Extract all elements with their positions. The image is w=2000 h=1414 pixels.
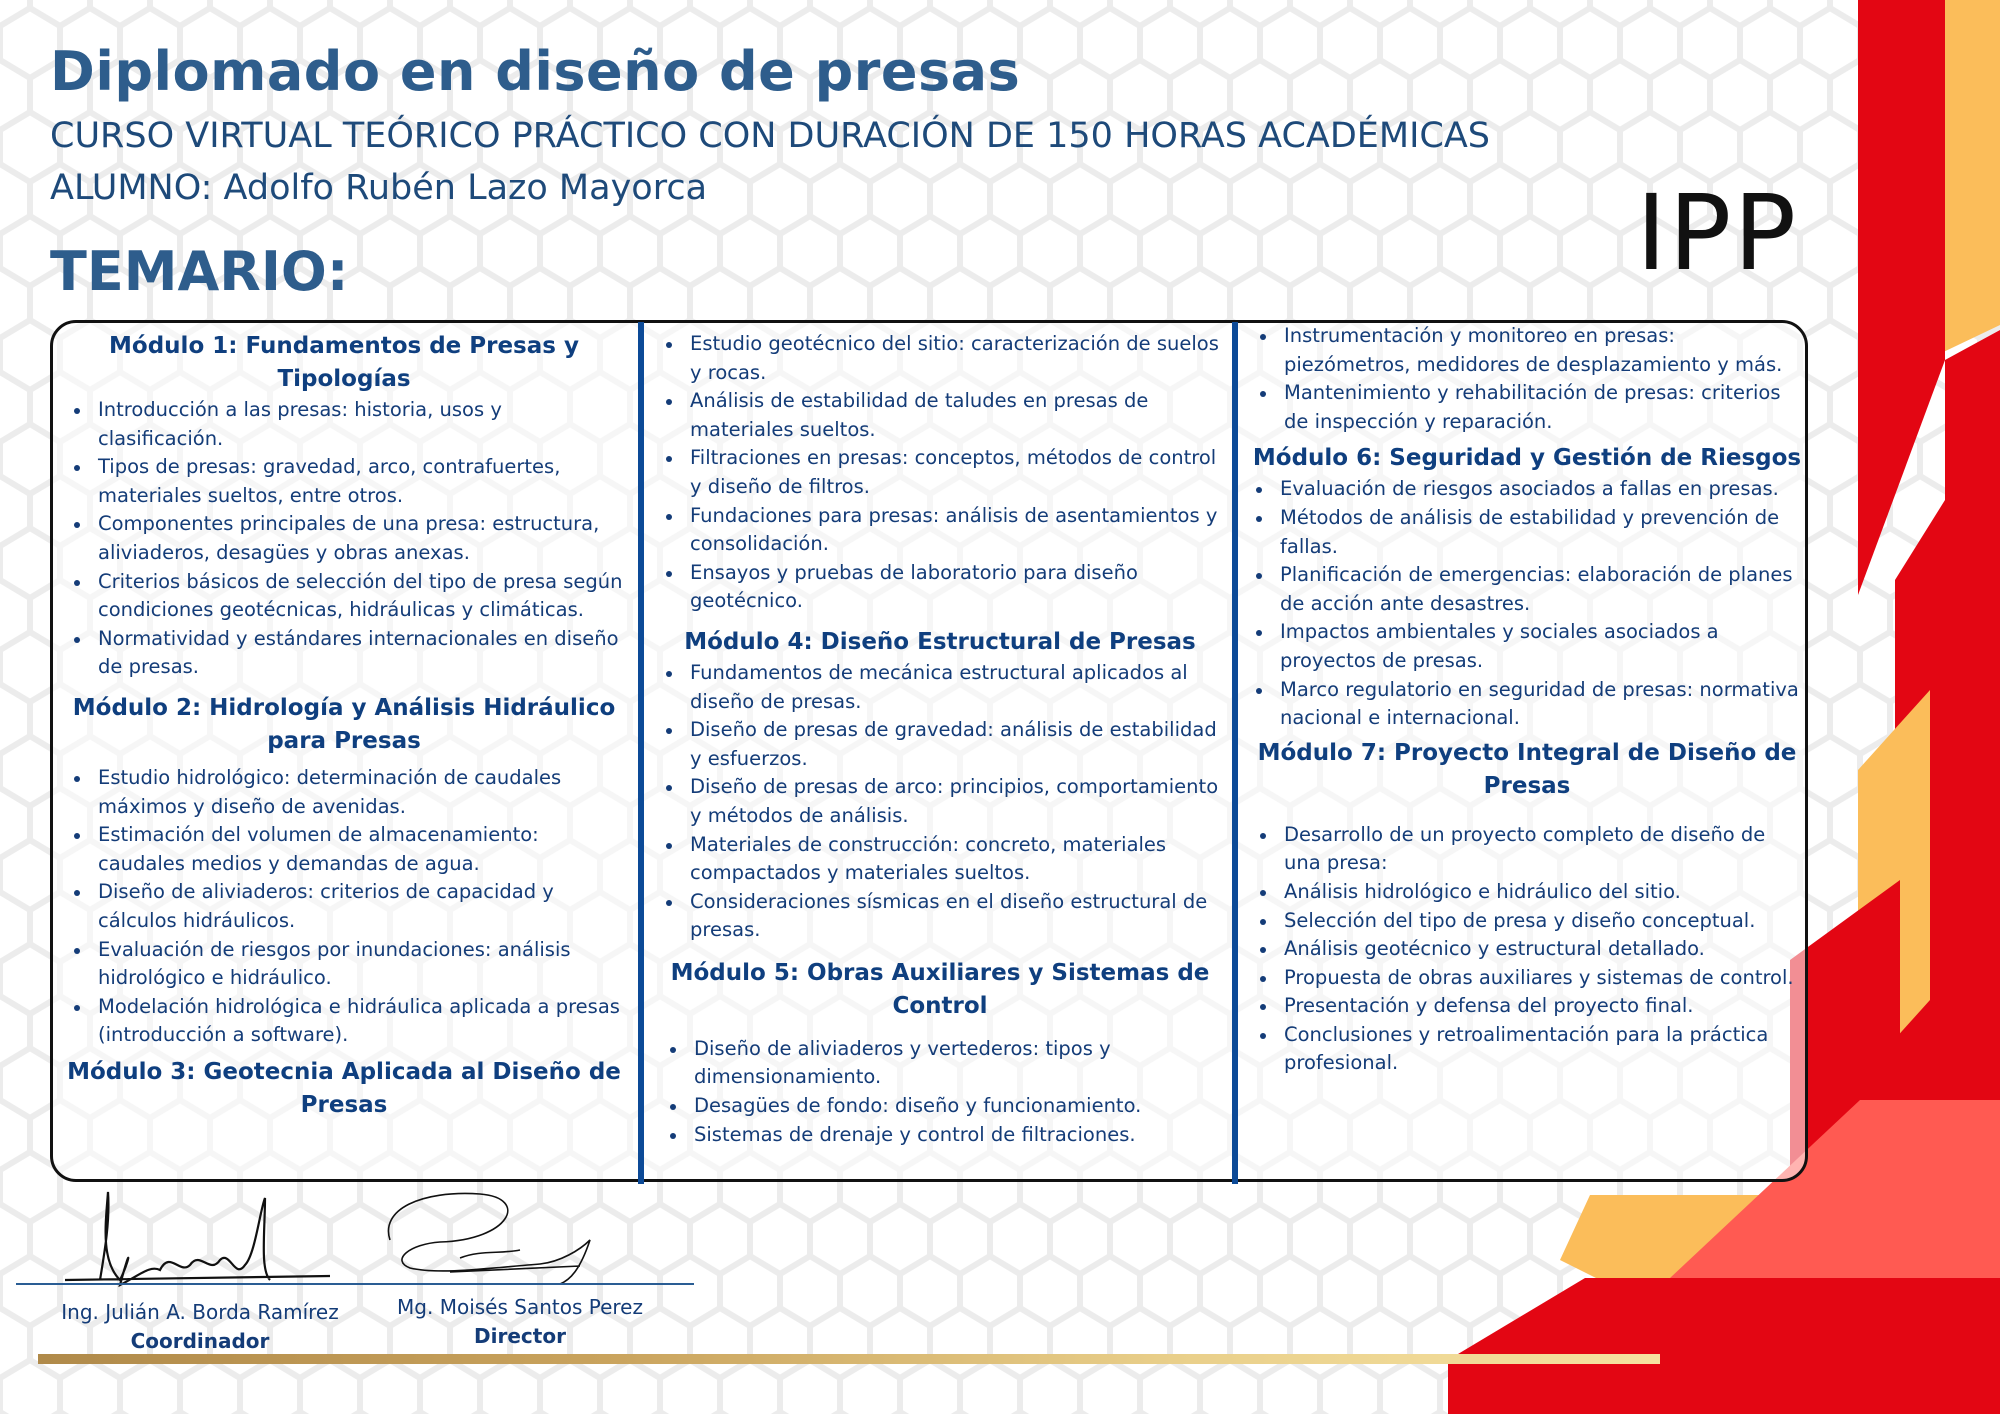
signature-coordinator bbox=[65, 1192, 330, 1285]
module-title: Módulo 4: Diseño Estructural de Presas bbox=[684, 628, 1196, 655]
column-divider-right bbox=[1232, 322, 1238, 1184]
topic-item: Métodos de análisis de estabilidad y prevención de fallas. bbox=[1280, 504, 1804, 561]
course-subtitle: CURSO VIRTUAL TEÓRICO PRÁCTICO CON DURACIÓN DE 150 HORAS ACADÉMICAS bbox=[50, 116, 1491, 156]
signer-role: Director bbox=[474, 1324, 566, 1348]
topic-item: Diseño de presas de arco: principios, comportamiento y métodos de análisis. bbox=[690, 773, 1224, 830]
topic-item: Selección del tipo de presa y diseño conceptual. bbox=[1284, 907, 1804, 936]
red-triangle-bottom bbox=[1448, 1278, 2000, 1414]
column-divider-left bbox=[638, 322, 644, 1184]
topic-list bbox=[656, 659, 1224, 945]
topic-item: Impactos ambientales y sociales asociados a proyectos de presas. bbox=[1280, 618, 1804, 675]
topic-item: Consideraciones sísmicas en el diseño estructural de presas. bbox=[690, 888, 1224, 945]
module-title: Módulo 3: Geotecnia Aplicada al Diseño de Presas bbox=[67, 1058, 621, 1118]
module-title: Módulo 7: Proyecto Integral de Diseño de Presas bbox=[1257, 739, 1797, 799]
topic-item: Propuesta de obras auxiliares y sistemas de control. bbox=[1284, 964, 1804, 993]
page-title: Diplomado en diseño de presas bbox=[50, 40, 1021, 103]
section-heading: TEMARIO: bbox=[50, 240, 349, 303]
topic-item: Análisis geotécnico y estructural detallado. bbox=[1284, 935, 1804, 964]
handwritten-signatures bbox=[60, 1180, 660, 1300]
topic-list bbox=[1250, 821, 1804, 1078]
topic-item: Ensayos y pruebas de laboratorio para diseño geotécnico. bbox=[690, 559, 1224, 616]
topic-item: Diseño de aliviaderos: criterios de capacidad y cálculos hidráulicos. bbox=[98, 878, 624, 935]
topic-list bbox=[64, 764, 624, 1050]
topic-item: Materiales de construcción: concreto, materiales compactados y materiales sueltos. bbox=[690, 831, 1224, 888]
topic-item: Análisis hidrológico e hidráulico del sitio. bbox=[1284, 878, 1804, 907]
topic-list bbox=[64, 396, 624, 682]
signer-role: Coordinador bbox=[130, 1329, 270, 1353]
syllabus-column-1 bbox=[64, 330, 624, 1122]
signature-block-coordinator bbox=[30, 1298, 370, 1356]
topic-item: Desagües de fondo: diseño y funcionamiento. bbox=[694, 1092, 1224, 1121]
signature-director bbox=[388, 1193, 590, 1284]
topic-item: Sistemas de drenaje y control de filtraciones. bbox=[694, 1121, 1224, 1150]
signer-name: Mg. Moisés Santos Perez bbox=[397, 1295, 643, 1319]
signature-block-director bbox=[360, 1293, 680, 1351]
topic-item: Evaluación de riesgos asociados a fallas en presas. bbox=[1280, 475, 1804, 504]
syllabus-column-2 bbox=[656, 330, 1224, 1149]
topic-item: Estimación del volumen de almacenamiento: caudales medios y demandas de agua. bbox=[98, 821, 624, 878]
topic-item: Filtraciones en presas: conceptos, métodos de control y diseño de filtros. bbox=[690, 444, 1224, 501]
gold-footer-bar bbox=[38, 1354, 1660, 1364]
topic-item: Instrumentación y monitoreo en presas: piezómetros, medidores de desplazamiento y más. bbox=[1284, 322, 1804, 379]
topic-item: Criterios básicos de selección del tipo de presa según condiciones geotécnicas, hidráulicas y climáticas. bbox=[98, 568, 624, 625]
institution-logo: IPP bbox=[1636, 172, 1799, 294]
module-title: Módulo 6: Seguridad y Gestión de Riesgos bbox=[1252, 445, 1802, 472]
topic-item: Marco regulatorio en seguridad de presas: normativa nacional e internacional. bbox=[1280, 676, 1804, 733]
topic-item: Evaluación de riesgos por inundaciones: análisis hidrológico e hidráulico. bbox=[98, 936, 624, 993]
topic-item: Componentes principales de una presa: estructura, aliviaderos, desagües y obras anexas. bbox=[98, 510, 624, 567]
module-title: Módulo 1: Fundamentos de Presas y Tipologías bbox=[109, 333, 579, 392]
topic-list bbox=[1250, 322, 1804, 436]
topic-item: Planificación de emergencias: elaboración de planes de acción ante desastres. bbox=[1280, 561, 1804, 618]
red-stripe-top bbox=[1858, 0, 1945, 595]
topic-item: Mantenimiento y rehabilitación de presas: criterios de inspección y reparación. bbox=[1284, 379, 1804, 436]
signer-name: Ing. Julián A. Borda Ramírez bbox=[61, 1300, 339, 1324]
topic-item: Tipos de presas: gravedad, arco, contrafuertes, materiales sueltos, entre otros. bbox=[98, 453, 624, 510]
topic-item: Estudio geotécnico del sitio: caracterización de suelos y rocas. bbox=[690, 330, 1224, 387]
topic-item: Análisis de estabilidad de taludes en presas de materiales sueltos. bbox=[690, 387, 1224, 444]
syllabus-column-3 bbox=[1250, 322, 1804, 1078]
topic-list bbox=[656, 1035, 1224, 1149]
topic-item: Introducción a las presas: historia, usos y clasificación. bbox=[98, 396, 624, 453]
module-title: Módulo 2: Hidrología y Análisis Hidráulico para Presas bbox=[72, 694, 616, 754]
topic-item: Estudio hidrológico: determinación de caudales máximos y diseño de avenidas. bbox=[98, 764, 624, 821]
topic-item: Fundaciones para presas: análisis de asentamientos y consolidación. bbox=[690, 502, 1224, 559]
topic-list bbox=[1250, 475, 1804, 732]
topic-list bbox=[656, 330, 1224, 616]
topic-item: Diseño de aliviaderos y vertederos: tipos y dimensionamiento. bbox=[694, 1035, 1224, 1092]
topic-item: Diseño de presas de gravedad: análisis de estabilidad y esfuerzos. bbox=[690, 716, 1224, 773]
topic-item: Fundamentos de mecánica estructural aplicados al diseño de presas. bbox=[690, 659, 1224, 716]
signature-line bbox=[16, 1283, 694, 1285]
topic-item: Normatividad y estándares internacionales en diseño de presas. bbox=[98, 625, 624, 682]
module-title: Módulo 5: Obras Auxiliares y Sistemas de Control bbox=[670, 959, 1210, 1019]
student-name: ALUMNO: Adolfo Rubén Lazo Mayorca bbox=[50, 168, 708, 208]
topic-item: Conclusiones y retroalimentación para la práctica profesional. bbox=[1284, 1021, 1804, 1078]
topic-item: Modelación hidrológica e hidráulica aplicada a presas (introducción a software). bbox=[98, 993, 624, 1050]
topic-item: Desarrollo de un proyecto completo de diseño de una presa: bbox=[1284, 821, 1804, 878]
topic-item: Presentación y defensa del proyecto final. bbox=[1284, 992, 1804, 1021]
